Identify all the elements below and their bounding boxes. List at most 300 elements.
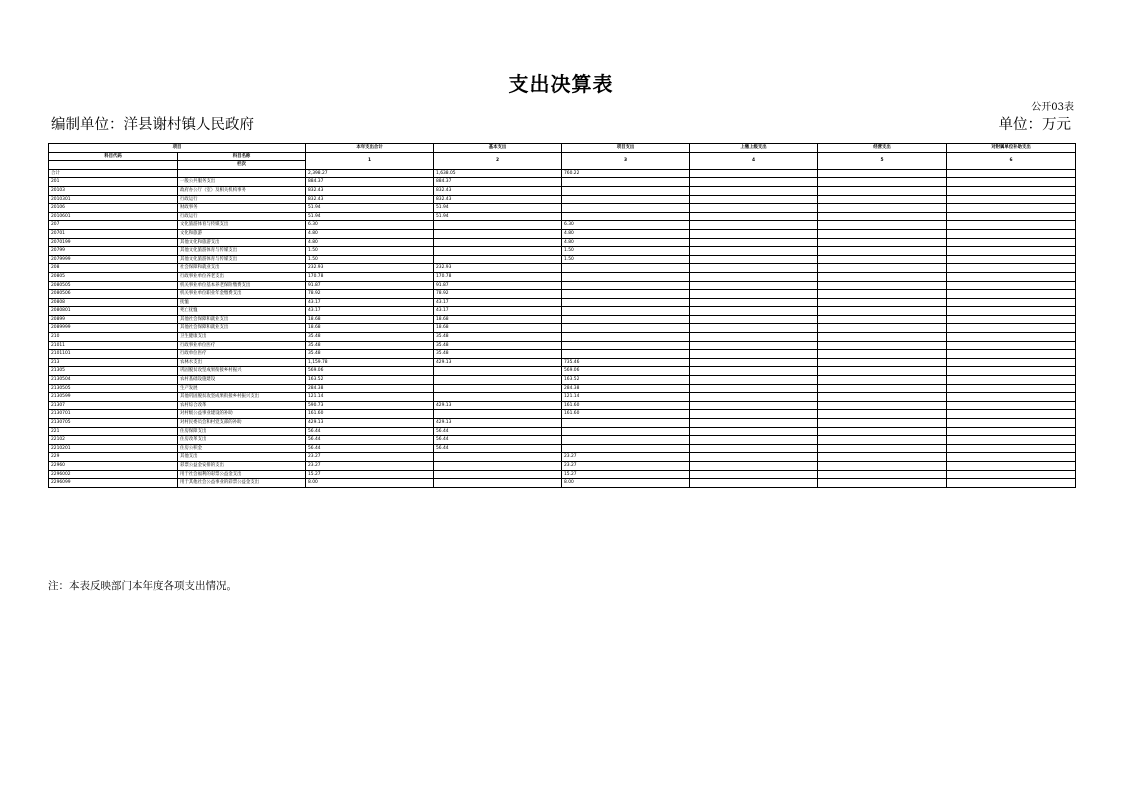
cell-basic bbox=[434, 453, 562, 462]
cell-subsidy bbox=[947, 247, 1076, 256]
cell-basic: 91.87 bbox=[434, 281, 562, 290]
cell-operating bbox=[818, 384, 947, 393]
cell-item bbox=[562, 178, 690, 187]
cell-item: 121.14 bbox=[562, 393, 690, 402]
cell-basic: 51.94 bbox=[434, 204, 562, 213]
cell-basic bbox=[434, 238, 562, 247]
cell-total: 161.60 bbox=[306, 410, 434, 419]
cell-name: 文化旅游体育与传媒支出 bbox=[178, 221, 306, 230]
cell-basic: 18.68 bbox=[434, 315, 562, 324]
table-row bbox=[49, 186, 1076, 195]
table-row bbox=[49, 221, 1076, 230]
cell-basic: 35.48 bbox=[434, 333, 562, 342]
cell-basic bbox=[434, 247, 562, 256]
table-row bbox=[49, 350, 1076, 359]
cell-total: 884.37 bbox=[306, 178, 434, 187]
cell-operating bbox=[818, 444, 947, 453]
cell-operating bbox=[818, 376, 947, 385]
expenditure-table bbox=[48, 143, 1076, 488]
cell-name: 用于社会福利的彩票公益金支出 bbox=[178, 470, 306, 479]
cell-subsidy bbox=[947, 178, 1076, 187]
header-code: 科目代码 bbox=[49, 152, 178, 161]
cell-subsidy bbox=[947, 341, 1076, 350]
header-row-label: 栏次 bbox=[178, 161, 306, 170]
table-row bbox=[49, 307, 1076, 316]
cell-subsidy bbox=[947, 453, 1076, 462]
cell-total: 35.48 bbox=[306, 341, 434, 350]
cell-operating bbox=[818, 453, 947, 462]
cell-operating bbox=[818, 186, 947, 195]
header-total: 本年支出合计 bbox=[306, 144, 434, 153]
cell-subsidy bbox=[947, 350, 1076, 359]
cell-subsidy bbox=[947, 221, 1076, 230]
cell-name: 行政事业单位医疗 bbox=[178, 341, 306, 350]
cell-upper bbox=[690, 367, 818, 376]
table-row bbox=[49, 470, 1076, 479]
cell-code: 2130705 bbox=[49, 419, 178, 428]
cell-total: 18.68 bbox=[306, 315, 434, 324]
table-row bbox=[49, 238, 1076, 247]
cell-total: 832.43 bbox=[306, 186, 434, 195]
table-row bbox=[49, 212, 1076, 221]
cell-name: 用于其他社会公益事业的彩票公益金支出 bbox=[178, 479, 306, 488]
cell-basic: 56.44 bbox=[434, 427, 562, 436]
cell-upper bbox=[690, 479, 818, 488]
cell-name: 农林水支出 bbox=[178, 358, 306, 367]
cell-total: 284.38 bbox=[306, 384, 434, 393]
cell-total: 43.17 bbox=[306, 298, 434, 307]
cell-operating bbox=[818, 272, 947, 281]
cell-operating bbox=[818, 307, 947, 316]
cell-name: 对村级公益事业建设的补助 bbox=[178, 410, 306, 419]
cell-code: 2010601 bbox=[49, 212, 178, 221]
cell-subsidy bbox=[947, 229, 1076, 238]
cell-operating bbox=[818, 204, 947, 213]
cell-name: 机关事业单位职业年金缴费支出 bbox=[178, 290, 306, 299]
cell-total: 91.87 bbox=[306, 281, 434, 290]
cell-subsidy bbox=[947, 419, 1076, 428]
cell-total: 35.48 bbox=[306, 333, 434, 342]
cell-upper bbox=[690, 444, 818, 453]
cell-item bbox=[562, 272, 690, 281]
cell-item bbox=[562, 204, 690, 213]
header-operating: 经营支出 bbox=[818, 144, 947, 153]
cell-total: 1,159.78 bbox=[306, 358, 434, 367]
cell-item bbox=[562, 315, 690, 324]
cell-basic: 56.44 bbox=[434, 444, 562, 453]
cell-upper bbox=[690, 238, 818, 247]
cell-operating bbox=[818, 169, 947, 178]
cell-subsidy bbox=[947, 376, 1076, 385]
cell-item bbox=[562, 350, 690, 359]
cell-upper bbox=[690, 169, 818, 178]
cell-name: 行政事业单位养老支出 bbox=[178, 272, 306, 281]
cell-subsidy bbox=[947, 315, 1076, 324]
table-row bbox=[49, 315, 1076, 324]
cell-subsidy bbox=[947, 384, 1076, 393]
table-row bbox=[49, 264, 1076, 273]
cell-code: 20106 bbox=[49, 204, 178, 213]
cell-name: 卫生健康支出 bbox=[178, 333, 306, 342]
cell-total: 78.92 bbox=[306, 290, 434, 299]
cell-name: 住房公积金 bbox=[178, 444, 306, 453]
cell-subsidy bbox=[947, 461, 1076, 470]
cell-item bbox=[562, 264, 690, 273]
cell-name: 一般公共服务支出 bbox=[178, 178, 306, 187]
table-row bbox=[49, 255, 1076, 264]
cell-basic: 35.48 bbox=[434, 341, 562, 350]
cell-operating bbox=[818, 427, 947, 436]
cell-upper bbox=[690, 470, 818, 479]
cell-operating bbox=[818, 221, 947, 230]
cell-code: 22102 bbox=[49, 436, 178, 445]
table-row bbox=[49, 333, 1076, 342]
cell-operating bbox=[818, 419, 947, 428]
cell-code: 20103 bbox=[49, 186, 178, 195]
cell-name: 文化和旅游 bbox=[178, 229, 306, 238]
table-row bbox=[49, 324, 1076, 333]
cell-name: 抚恤 bbox=[178, 298, 306, 307]
header-code-blank bbox=[49, 161, 178, 170]
cell-code: 2080801 bbox=[49, 307, 178, 316]
cell-name: 农村综合改革 bbox=[178, 401, 306, 410]
table-row bbox=[49, 298, 1076, 307]
cell-subsidy bbox=[947, 436, 1076, 445]
cell-subsidy bbox=[947, 410, 1076, 419]
table-row bbox=[49, 272, 1076, 281]
cell-code: 229 bbox=[49, 453, 178, 462]
cell-upper bbox=[690, 419, 818, 428]
cell-item: 760.22 bbox=[562, 169, 690, 178]
cell-upper bbox=[690, 247, 818, 256]
cell-upper bbox=[690, 290, 818, 299]
cell-item: 8.00 bbox=[562, 479, 690, 488]
cell-operating bbox=[818, 333, 947, 342]
cell-operating bbox=[818, 281, 947, 290]
cell-name: 巩固脱贫攻坚成果衔接乡村振兴 bbox=[178, 367, 306, 376]
cell-basic bbox=[434, 461, 562, 470]
cell-subsidy bbox=[947, 212, 1076, 221]
cell-operating bbox=[818, 247, 947, 256]
form-number: 公开03表 bbox=[1031, 102, 1074, 113]
table-row bbox=[49, 436, 1076, 445]
cell-upper bbox=[690, 229, 818, 238]
cell-basic bbox=[434, 221, 562, 230]
table-row bbox=[49, 367, 1076, 376]
cell-name: 死亡抚恤 bbox=[178, 307, 306, 316]
cell-item: 4.80 bbox=[562, 229, 690, 238]
cell-total: 590.73 bbox=[306, 401, 434, 410]
cell-name: 其他社会保障和就业支出 bbox=[178, 324, 306, 333]
cell-name: 彩票公益金安排的支出 bbox=[178, 461, 306, 470]
cell-subsidy bbox=[947, 479, 1076, 488]
cell-operating bbox=[818, 401, 947, 410]
cell-basic bbox=[434, 479, 562, 488]
cell-upper bbox=[690, 333, 818, 342]
cell-item: 15.27 bbox=[562, 470, 690, 479]
cell-code: 20805 bbox=[49, 272, 178, 281]
cell-code: 20808 bbox=[49, 298, 178, 307]
cell-code: 2070199 bbox=[49, 238, 178, 247]
table-row bbox=[49, 393, 1076, 402]
cell-upper bbox=[690, 436, 818, 445]
cell-basic: 51.94 bbox=[434, 212, 562, 221]
cell-subsidy bbox=[947, 358, 1076, 367]
cell-total: 429.13 bbox=[306, 419, 434, 428]
cell-code: 21305 bbox=[49, 367, 178, 376]
cell-name: 住房保障支出 bbox=[178, 427, 306, 436]
cell-item: 161.60 bbox=[562, 410, 690, 419]
cell-item bbox=[562, 186, 690, 195]
cell-subsidy bbox=[947, 324, 1076, 333]
cell-subsidy bbox=[947, 186, 1076, 195]
table-row bbox=[49, 444, 1076, 453]
cell-subsidy bbox=[947, 272, 1076, 281]
cell-basic bbox=[434, 410, 562, 419]
col-index-3: 3 bbox=[562, 152, 690, 169]
cell-basic: 43.17 bbox=[434, 298, 562, 307]
table-row bbox=[49, 341, 1076, 350]
cell-code: 2130701 bbox=[49, 410, 178, 419]
cell-basic: 18.68 bbox=[434, 324, 562, 333]
cell-code: 213 bbox=[49, 358, 178, 367]
cell-item bbox=[562, 195, 690, 204]
cell-item: 569.06 bbox=[562, 367, 690, 376]
cell-basic bbox=[434, 255, 562, 264]
cell-operating bbox=[818, 410, 947, 419]
cell-item bbox=[562, 427, 690, 436]
cell-item bbox=[562, 419, 690, 428]
cell-total: 18.68 bbox=[306, 324, 434, 333]
cell-item bbox=[562, 324, 690, 333]
cell-total: 51.94 bbox=[306, 204, 434, 213]
cell-total: 232.93 bbox=[306, 264, 434, 273]
cell-total: 8.00 bbox=[306, 479, 434, 488]
cell-upper bbox=[690, 350, 818, 359]
cell-upper bbox=[690, 255, 818, 264]
cell-item bbox=[562, 290, 690, 299]
cell-subsidy bbox=[947, 470, 1076, 479]
cell-upper bbox=[690, 307, 818, 316]
table-row bbox=[49, 247, 1076, 256]
cell-total: 6.30 bbox=[306, 221, 434, 230]
cell-operating bbox=[818, 393, 947, 402]
cell-code: 2130504 bbox=[49, 376, 178, 385]
cell-upper bbox=[690, 195, 818, 204]
org-label: 编制单位：洋县谢村镇人民政府 bbox=[51, 117, 254, 133]
cell-code: 21307 bbox=[49, 401, 178, 410]
cell-name: 其他巩固脱贫攻坚成果衔接乡村振兴支出 bbox=[178, 393, 306, 402]
cell-operating bbox=[818, 290, 947, 299]
cell-upper bbox=[690, 315, 818, 324]
cell-item: 23.27 bbox=[562, 461, 690, 470]
footnote: 注：本表反映部门本年度各项支出情况。 bbox=[48, 580, 237, 592]
table-row bbox=[49, 178, 1076, 187]
cell-basic bbox=[434, 376, 562, 385]
cell-total: 121.14 bbox=[306, 393, 434, 402]
table-row bbox=[49, 401, 1076, 410]
cell-name: 政府办公厅（室）及相关机构事务 bbox=[178, 186, 306, 195]
cell-item bbox=[562, 281, 690, 290]
cell-total: 56.44 bbox=[306, 436, 434, 445]
cell-name: 农村基础设施建设 bbox=[178, 376, 306, 385]
cell-upper bbox=[690, 221, 818, 230]
table-row bbox=[49, 169, 1076, 178]
col-index-4: 4 bbox=[690, 152, 818, 169]
cell-basic: 43.17 bbox=[434, 307, 562, 316]
cell-basic: 232.93 bbox=[434, 264, 562, 273]
cell-upper bbox=[690, 298, 818, 307]
cell-total: 51.94 bbox=[306, 212, 434, 221]
cell-upper bbox=[690, 341, 818, 350]
cell-basic bbox=[434, 384, 562, 393]
cell-code: 201 bbox=[49, 178, 178, 187]
cell-name: 生产发展 bbox=[178, 384, 306, 393]
unit-label: 单位：万元 bbox=[998, 117, 1071, 133]
cell-subsidy bbox=[947, 264, 1076, 273]
cell-basic bbox=[434, 470, 562, 479]
cell-total: 569.06 bbox=[306, 367, 434, 376]
cell-code: 2296002 bbox=[49, 470, 178, 479]
cell-total: 1.50 bbox=[306, 247, 434, 256]
cell-operating bbox=[818, 470, 947, 479]
cell-item bbox=[562, 341, 690, 350]
cell-subsidy bbox=[947, 307, 1076, 316]
cell-basic bbox=[434, 229, 562, 238]
col-index-2: 2 bbox=[434, 152, 562, 169]
cell-subsidy bbox=[947, 367, 1076, 376]
cell-item: 1.50 bbox=[562, 255, 690, 264]
cell-upper bbox=[690, 324, 818, 333]
cell-item: 284.38 bbox=[562, 384, 690, 393]
cell-code: 221 bbox=[49, 427, 178, 436]
cell-basic: 884.37 bbox=[434, 178, 562, 187]
cell-item bbox=[562, 436, 690, 445]
cell-code: 20799 bbox=[49, 247, 178, 256]
table-row bbox=[49, 281, 1076, 290]
cell-code: 208 bbox=[49, 264, 178, 273]
table-row bbox=[49, 419, 1076, 428]
table-row bbox=[49, 290, 1076, 299]
cell-subsidy bbox=[947, 333, 1076, 342]
cell-upper bbox=[690, 281, 818, 290]
table-body bbox=[49, 169, 1076, 487]
cell-code: 2130505 bbox=[49, 384, 178, 393]
cell-upper bbox=[690, 453, 818, 462]
cell-upper bbox=[690, 427, 818, 436]
cell-code: 2089999 bbox=[49, 324, 178, 333]
cell-subsidy bbox=[947, 169, 1076, 178]
table-row bbox=[49, 479, 1076, 488]
table-row bbox=[49, 453, 1076, 462]
cell-code: 2080506 bbox=[49, 290, 178, 299]
cell-name: 社会保障和就业支出 bbox=[178, 264, 306, 273]
cell-subsidy bbox=[947, 298, 1076, 307]
header-upper: 上缴上级支出 bbox=[690, 144, 818, 153]
header-subsidy: 对附属单位补助支出 bbox=[947, 144, 1076, 153]
cell-basic: 35.48 bbox=[434, 350, 562, 359]
cell-item: 735.46 bbox=[562, 358, 690, 367]
cell-item bbox=[562, 212, 690, 221]
cell-upper bbox=[690, 461, 818, 470]
cell-name: 机关事业单位基本养老保险缴费支出 bbox=[178, 281, 306, 290]
header-item: 项目支出 bbox=[562, 144, 690, 153]
cell-basic: 1,638.05 bbox=[434, 169, 562, 178]
cell-operating bbox=[818, 238, 947, 247]
cell-upper bbox=[690, 384, 818, 393]
table-row bbox=[49, 410, 1076, 419]
cell-item: 6.30 bbox=[562, 221, 690, 230]
cell-total: 170.78 bbox=[306, 272, 434, 281]
col-index-1: 1 bbox=[306, 152, 434, 169]
cell-operating bbox=[818, 324, 947, 333]
cell-item: 1.50 bbox=[562, 247, 690, 256]
cell-code: 2010301 bbox=[49, 195, 178, 204]
cell-name: 其他文化旅游体育与传媒支出 bbox=[178, 255, 306, 264]
table-row bbox=[49, 229, 1076, 238]
cell-code: 20899 bbox=[49, 315, 178, 324]
cell-operating bbox=[818, 350, 947, 359]
cell-total: 832.43 bbox=[306, 195, 434, 204]
cell-name bbox=[178, 169, 306, 178]
cell-basic: 429.13 bbox=[434, 358, 562, 367]
cell-total: 4.80 bbox=[306, 238, 434, 247]
cell-item: 163.52 bbox=[562, 376, 690, 385]
cell-subsidy bbox=[947, 238, 1076, 247]
cell-item bbox=[562, 444, 690, 453]
cell-item: 161.60 bbox=[562, 401, 690, 410]
cell-operating bbox=[818, 178, 947, 187]
cell-upper bbox=[690, 204, 818, 213]
cell-item bbox=[562, 333, 690, 342]
cell-code: 2130599 bbox=[49, 393, 178, 402]
cell-total: 4.80 bbox=[306, 229, 434, 238]
cell-name: 行政单位医疗 bbox=[178, 350, 306, 359]
cell-subsidy bbox=[947, 195, 1076, 204]
cell-code: 22960 bbox=[49, 461, 178, 470]
cell-total: 1.50 bbox=[306, 255, 434, 264]
cell-total: 56.44 bbox=[306, 427, 434, 436]
cell-name: 财政事务 bbox=[178, 204, 306, 213]
col-index-6: 6 bbox=[947, 152, 1076, 169]
header-project: 项目 bbox=[49, 144, 306, 153]
cell-name: 对村民委员会和村党支部的补助 bbox=[178, 419, 306, 428]
cell-name: 行政运行 bbox=[178, 195, 306, 204]
cell-subsidy bbox=[947, 444, 1076, 453]
cell-code: 210 bbox=[49, 333, 178, 342]
cell-basic: 78.92 bbox=[434, 290, 562, 299]
cell-item bbox=[562, 307, 690, 316]
cell-upper bbox=[690, 401, 818, 410]
cell-item bbox=[562, 298, 690, 307]
header-name: 科目名称 bbox=[178, 152, 306, 161]
cell-operating bbox=[818, 461, 947, 470]
cell-code: 合计 bbox=[49, 169, 178, 178]
cell-code: 20701 bbox=[49, 229, 178, 238]
cell-basic: 832.43 bbox=[434, 195, 562, 204]
cell-basic: 56.44 bbox=[434, 436, 562, 445]
cell-item: 23.27 bbox=[562, 453, 690, 462]
cell-upper bbox=[690, 178, 818, 187]
cell-operating bbox=[818, 212, 947, 221]
cell-subsidy bbox=[947, 393, 1076, 402]
cell-name: 行政运行 bbox=[178, 212, 306, 221]
cell-basic bbox=[434, 367, 562, 376]
table-row bbox=[49, 461, 1076, 470]
cell-operating bbox=[818, 341, 947, 350]
cell-upper bbox=[690, 376, 818, 385]
header-basic: 基本支出 bbox=[434, 144, 562, 153]
